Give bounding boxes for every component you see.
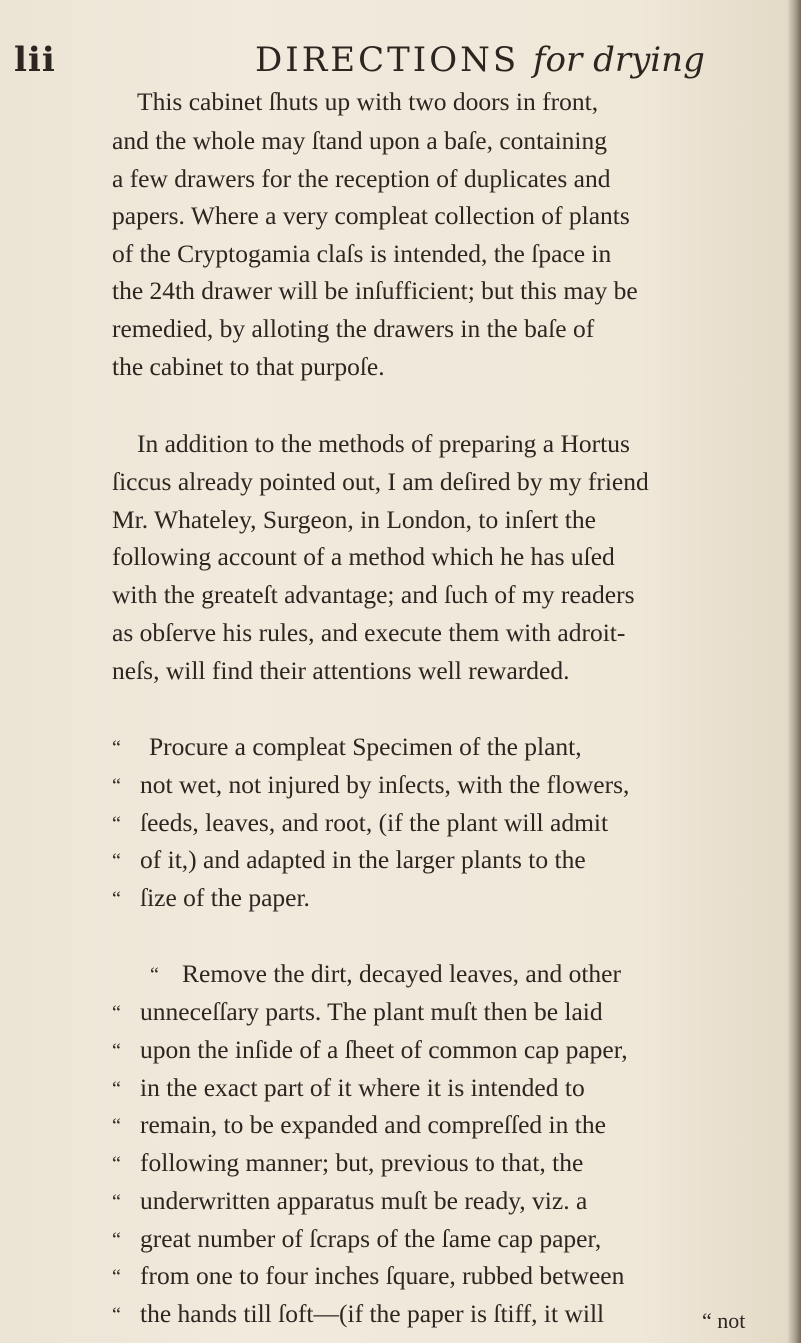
text-line: of the Cryptogamia claſs is intended, the ſpace in [112, 239, 612, 268]
quote-mark: “ [112, 1266, 121, 1288]
text-line: neſs, will find their attentions well rewarded. [112, 656, 570, 685]
text-line: ſize of the paper. [140, 883, 310, 912]
text-line: great number of ſcraps of the ſame cap paper, [140, 1224, 602, 1253]
text-line: the 24th drawer will be inſufficient; but this may be [112, 276, 638, 305]
quote-mark: “ [112, 850, 121, 872]
quote-mark: “ [112, 1153, 121, 1175]
text-line: ſiccus already pointed out, I am deſired by my friend [112, 467, 649, 496]
text-line: unneceſſary parts. The plant muſt then be laid [140, 997, 603, 1026]
text-line: following manner; but, previous to that, the [140, 1148, 584, 1177]
running-head-title: DIRECTIONS [255, 40, 520, 80]
quote-mark: “ [112, 1191, 121, 1213]
text-line: the hands till ſoft—(if the paper is ſtiff, it will [140, 1299, 605, 1328]
quote-mark: “ [112, 1078, 121, 1100]
quote-mark: “ [112, 1229, 121, 1251]
text-line: a few drawers for the reception of duplicates and [112, 164, 611, 193]
text-line: and the whole may ſtand upon a baſe, containing [112, 126, 607, 155]
text-line: as obſerve his rules, and execute them with adroit- [112, 618, 626, 647]
text-line: with the greateſt advantage; and ſuch of my readers [112, 580, 635, 609]
text-line: following account of a method which he has uſed [112, 542, 615, 571]
quote-mark: “ [112, 813, 121, 835]
quote-mark: “ [112, 1115, 121, 1137]
text-line: of it,) and adapted in the larger plants to the [140, 845, 586, 874]
page-edge-shadow [787, 0, 801, 1343]
text-line: This cabinet ſhuts up with two doors in front, [137, 87, 599, 116]
quote-mark: “ [112, 888, 121, 910]
text-line: underwritten apparatus muſt be ready, viz. a [140, 1186, 588, 1215]
text-line: the cabinet to that purpoſe. [112, 352, 385, 381]
text-line: remedied, by alloting the drawers in the baſe of [112, 314, 595, 343]
catchword: “ not [702, 1308, 746, 1333]
text-line: Remove the dirt, decayed leaves, and other [182, 959, 621, 988]
quote-mark: “ [112, 1304, 121, 1326]
text-line: remain, to be expanded and compreſſed in the [140, 1110, 606, 1139]
text-line: ſeeds, leaves, and root, (if the plant will admit [140, 808, 609, 837]
page-number: lii [14, 40, 56, 80]
running-head [255, 40, 705, 80]
text-line: upon the inſide of a ſheet of common cap paper, [140, 1035, 628, 1064]
text-line: not wet, not injured by inſects, with the flowers, [140, 770, 630, 799]
quote-mark: “ [112, 737, 121, 759]
text-line: In addition to the methods of preparing a Hortus [137, 429, 630, 458]
quote-mark: “ [112, 775, 121, 797]
quote-mark: “ [112, 1002, 121, 1024]
running-head-italic: for drying [532, 40, 705, 80]
quote-mark: “ [112, 1040, 121, 1062]
text-line: from one to four inches ſquare, rubbed between [140, 1261, 625, 1290]
text-line: Procure a compleat Specimen of the plant, [149, 732, 582, 761]
text-line: papers. Where a very compleat collection of plants [112, 201, 630, 230]
text-line: in the exact part of it where it is intended to [140, 1073, 585, 1102]
quote-mark: “ [150, 964, 159, 986]
text-line: Mr. Whateley, Surgeon, in London, to inſert the [112, 505, 596, 534]
